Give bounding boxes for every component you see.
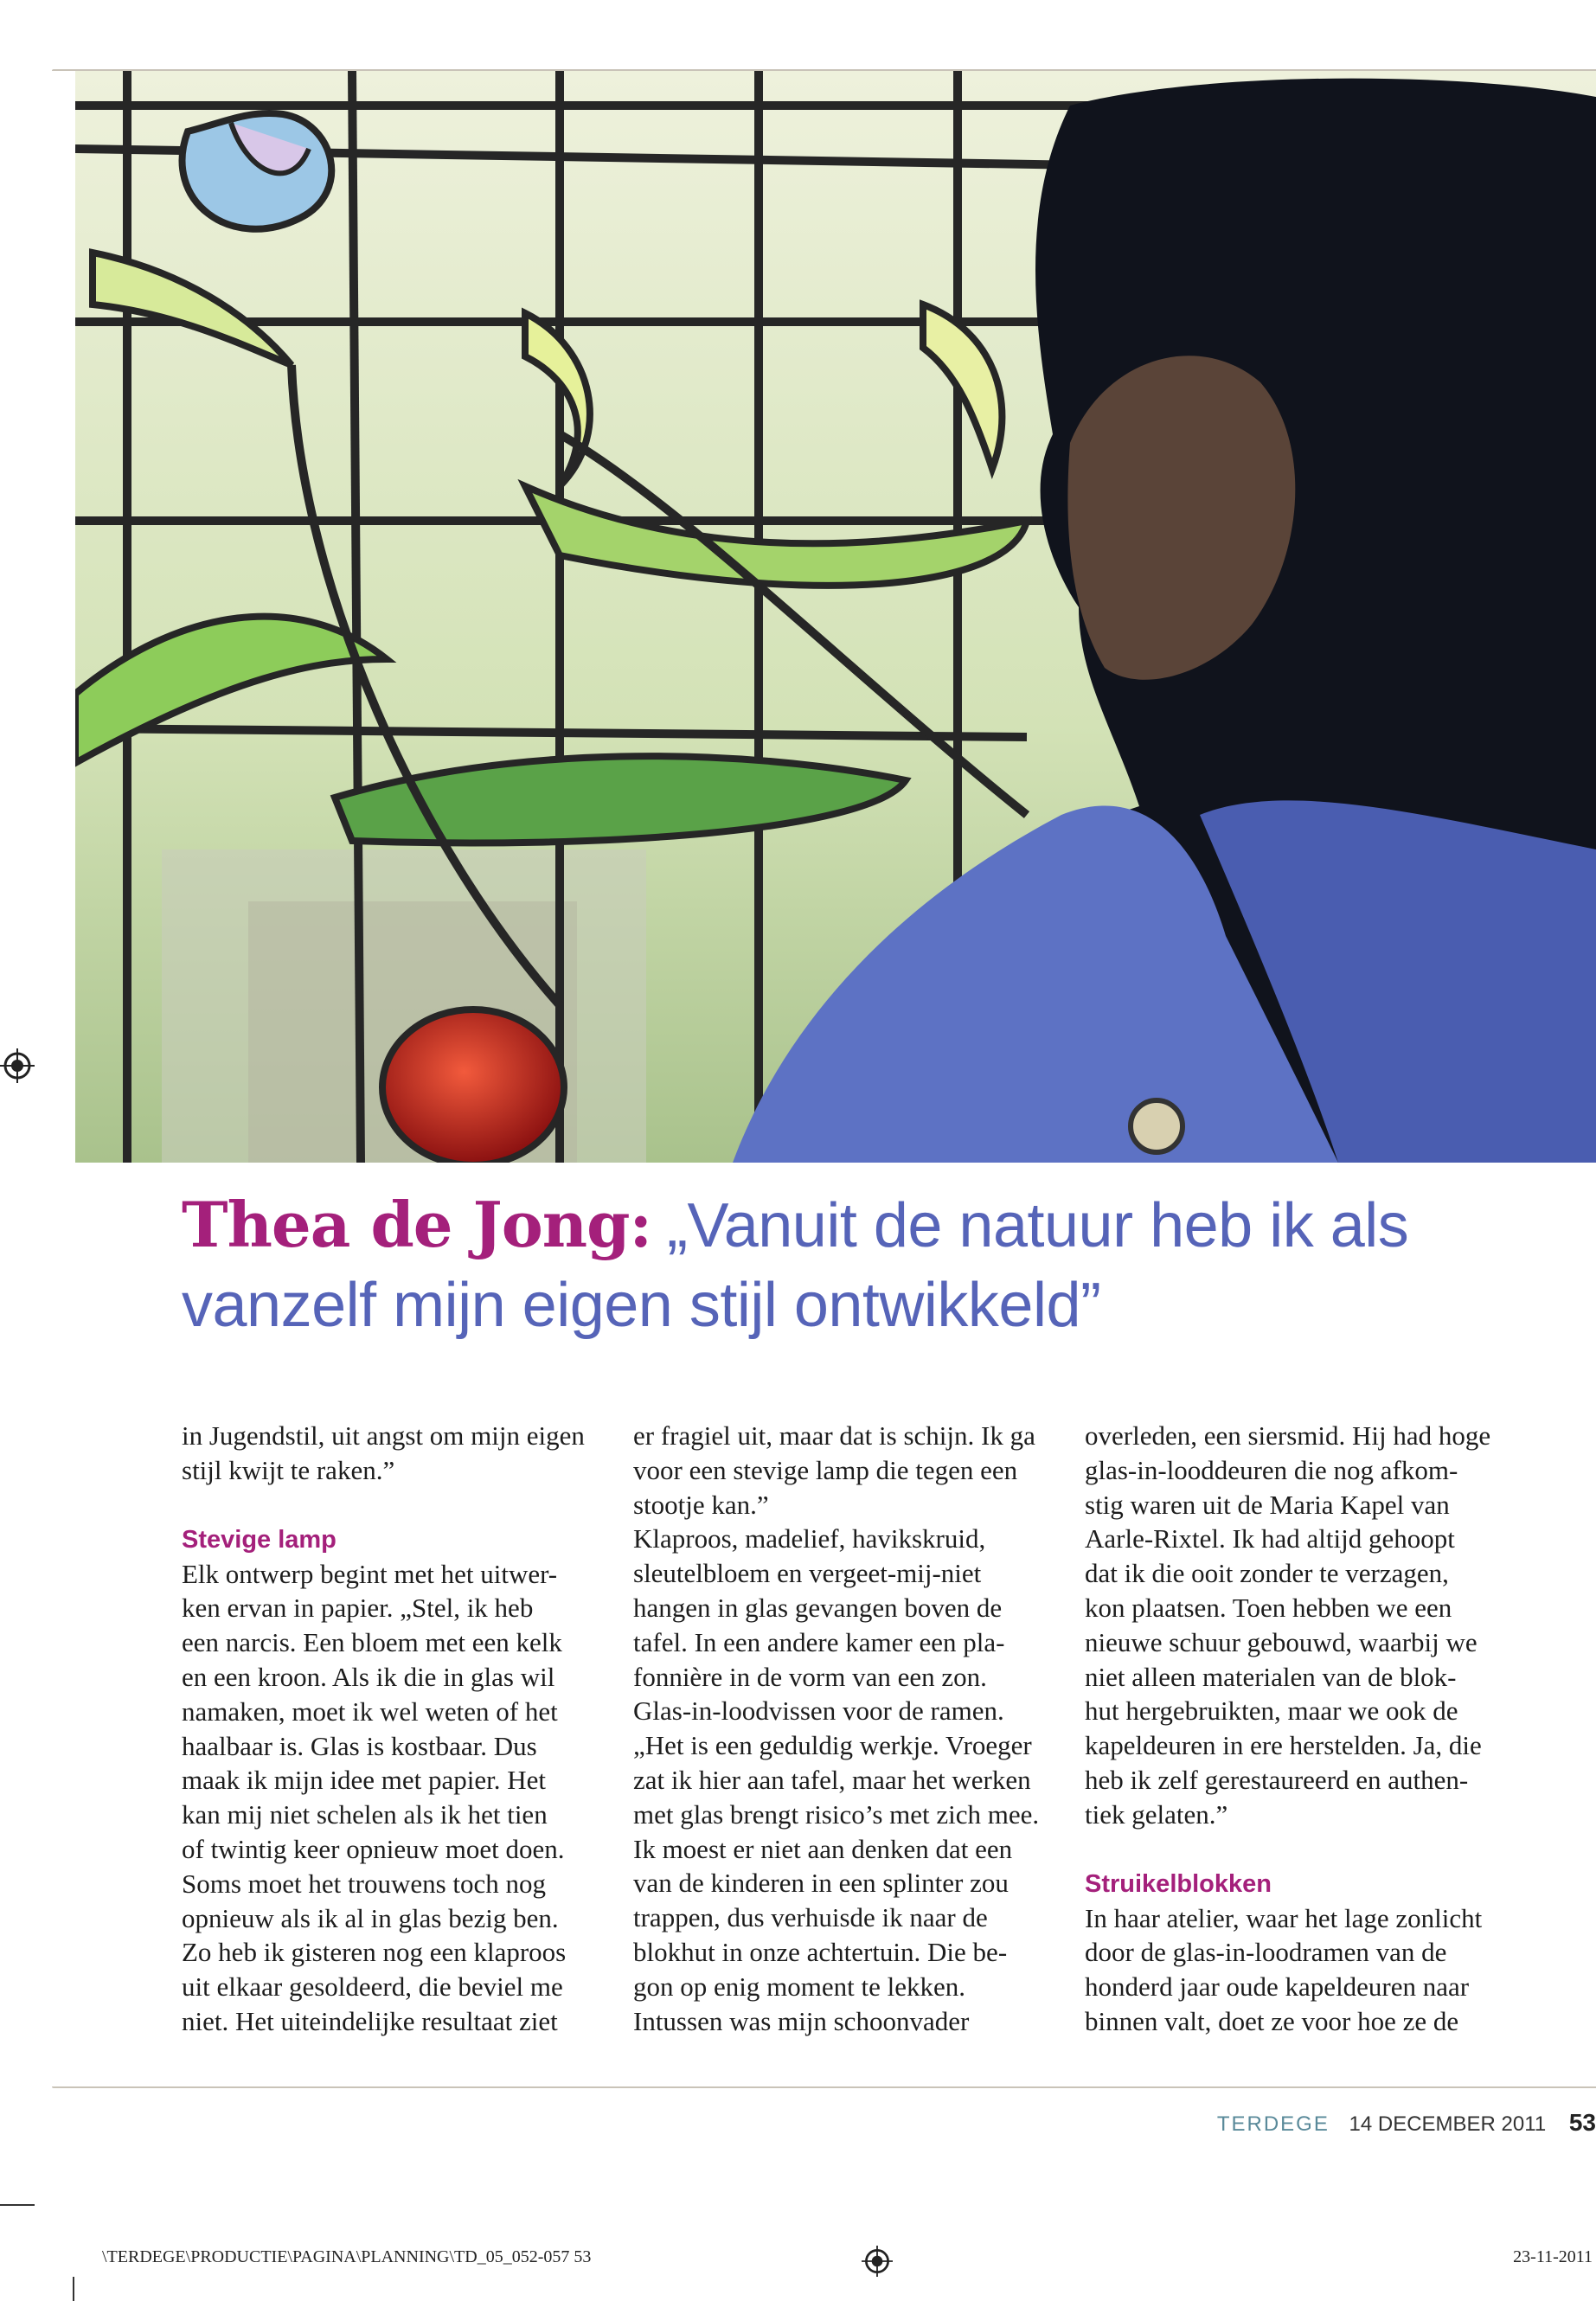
article-headline: [182, 1185, 1479, 1345]
page-footer: [1217, 2109, 1596, 2144]
column-3-body: overleden, een siersmid. Hij had hoge glas-in-looddeuren die nog afkom- stig waren uit de Maria Kapel van Aarle-Rixtel. Ik had altijd gehoopt dat ik die ooit zonder te verzagen, kon plaatsen. Toen hebben we een nieuwe schuur gebouwd, waarbij we niet alleen materialen van de blok- hut hergebruikten, maar we ook de kapeldeuren in ere herstelden. Ja, die heb ik zelf gerestaureerd en authen- tiek gelaten.”: [1085, 1420, 1491, 1830]
registration-mark-left: [0, 1048, 35, 1083]
column-1-intro: in Jugendstil, uit angst om mijn eigen stijl kwijt te raken.”: [182, 1420, 585, 1485]
print-slug-path: \TERDEGE\PRODUCTIE\PAGINA\PLANNING\TD_05_052-057 53: [102, 2247, 592, 2266]
headline-quote-line2: vanzelf mijn eigen stijl ontwikkeld”: [182, 1271, 1101, 1340]
registration-mark-bottom: [862, 2246, 893, 2277]
crop-mark-vertical: [73, 2277, 74, 2301]
column-3-body-2: In haar atelier, waar het lage zonlicht door de glas-in-loodramen van de honderd jaar oude kapeldeuren naar binnen valt, doet ze voor hoe ze de: [1085, 1902, 1483, 2036]
text-column-1: [182, 1419, 614, 2039]
text-column-2: [633, 1419, 1066, 2038]
crop-mark-horizontal: [0, 2204, 35, 2206]
stained-glass-window-illustration: [75, 71, 1596, 1163]
column-2-body: er fragiel uit, maar dat is schijn. Ik ga voor een stevige lamp die tegen een stootje kan.” Klaproos, madelief, havikskruid, sleutelbloem en vergeet-mij-niet hangen in glas gevangen boven de tafel. In een andere kamer een pla- fonnière in de vorm van een zon. Glas-in-loodvissen voor de ramen. „Het is een geduldig werkje. Vroeger zat ik hier aan tafel, maar het werken met glas brengt risico’s met zich mee. Ik moest er niet aan denken dat een van de kinderen in een splinter zou trappen, dus verhuisde ik naar de blokhut in onze achtertuin. Die be- gon op enig moment te lekken. Intussen was mijn schoonvader: [633, 1420, 1040, 2036]
subhead-stevige-lamp: Stevige lamp: [182, 1525, 337, 1554]
interviewee-name: Thea de Jong:: [182, 1188, 652, 1261]
page-number: 53: [1568, 2109, 1596, 2136]
text-column-3: [1085, 1419, 1517, 2039]
subhead-struikelblokken: Struikelblokken: [1085, 1869, 1272, 1898]
issue-date: 14 DECEMBER 2011: [1349, 2112, 1547, 2136]
column-1-body: Elk ontwerp begint met het uitwer- ken ervan in papier. „Stel, ik heb een narcis. Een bloem met een kelk en een kroon. Als ik die in glas wil namaken, moet ik wel weten of het haalbaar is. Glas is kostbaar. Dus maak ik mijn idee met papier. Het kan mij niet schelen als ik het tien of twintig keer opnieuw moet doen. Soms moet het trouwens toch nog opnieuw als ik al in glas bezig ben. Zo heb ik gisteren nog een klaproos uit elkaar gesoldeerd, die beviel me niet. Het uiteindelijke resultaat ziet: [182, 1558, 567, 2036]
magazine-name: TERDEGE: [1216, 2112, 1330, 2136]
headline-quote-line1: „Vanuit de natuur heb ik als: [667, 1191, 1409, 1260]
print-slug-date: 23-11-2011: [1513, 2247, 1593, 2266]
bottom-trim-line: [52, 2086, 1596, 2088]
portrait-photo: [75, 71, 1596, 1163]
